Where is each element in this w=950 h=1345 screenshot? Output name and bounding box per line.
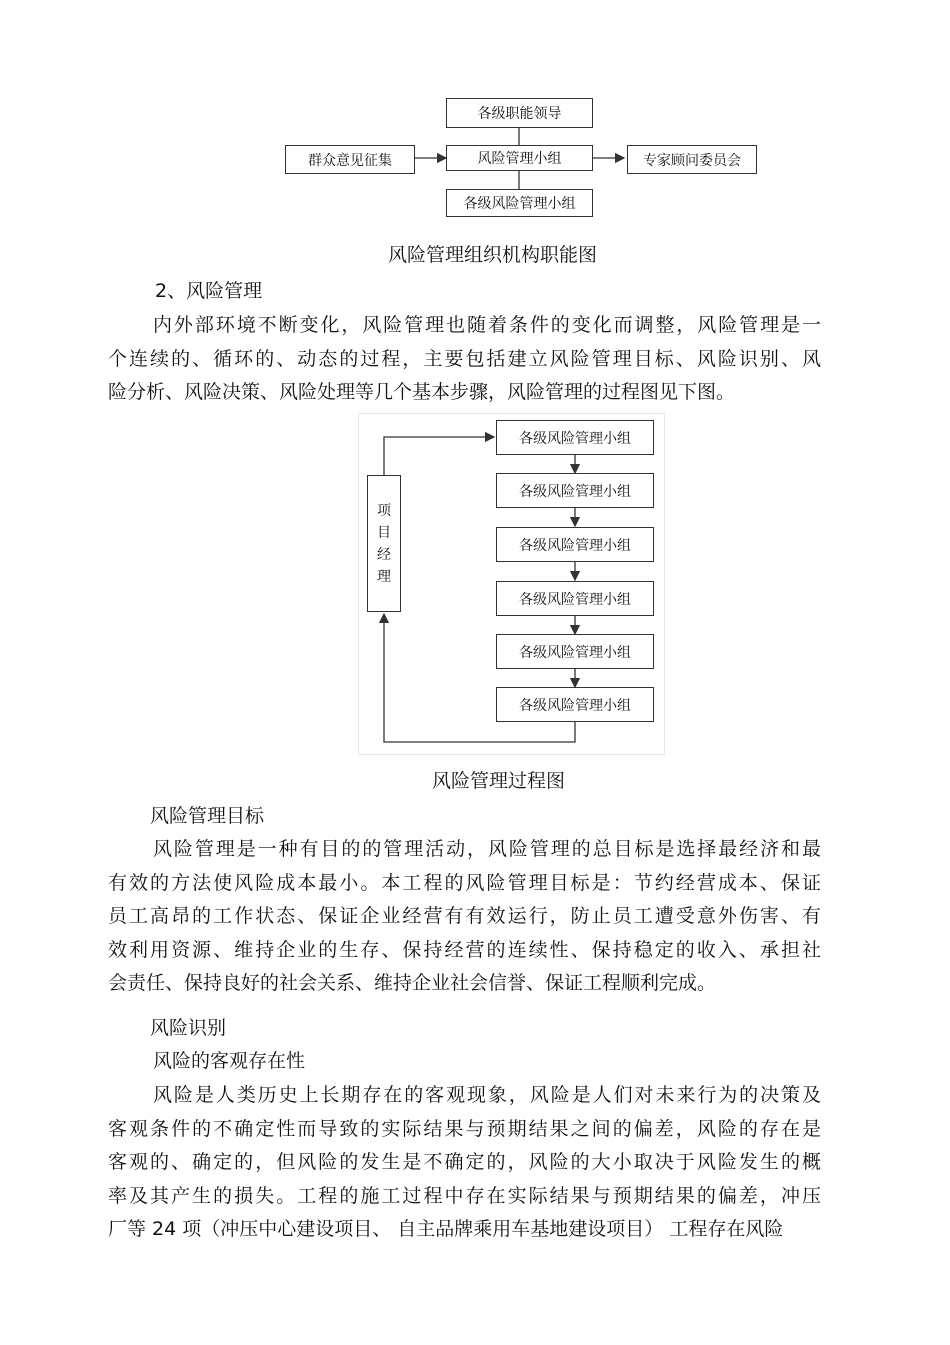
section-heading-goals: 风险管理目标: [150, 805, 265, 827]
section-heading-identification: 风险识别: [150, 1017, 227, 1039]
process-step-2: 各级风险管理小组: [496, 473, 654, 508]
manager-char: 目: [377, 524, 391, 541]
paragraph-risk-management: [108, 309, 821, 410]
org-box-risk-group: 风险管理小组: [446, 145, 593, 171]
org-chart-caption: 风险管理组织机构职能图: [388, 244, 598, 266]
subheading-objective-existence: 风险的客观存在性: [153, 1050, 306, 1072]
section-heading-risk-management: 2、风险管理: [155, 280, 263, 302]
org-box-public-opinion: 群众意见征集: [285, 145, 415, 174]
paragraph-line: 员工高昂的工作状态、保证企业经营有有效运行，防止员工遭受意外伤害、有: [108, 905, 821, 927]
paragraph-goals: [108, 833, 821, 1001]
paragraph-line: 险分析、风险决策、风险处理等几个基本步骤，风险管理的过程图见下图。: [108, 381, 736, 403]
manager-char: 经: [377, 546, 391, 563]
org-box-functional-leaders: 各级职能领导: [446, 98, 593, 128]
paragraph-line: 会责任、保持良好的社会关系、维持企业社会信誉、保证工程顺利完成。: [108, 972, 717, 994]
process-box-project-manager: [367, 475, 401, 612]
process-step-5: 各级风险管理小组: [496, 634, 654, 669]
manager-char: 项: [377, 502, 391, 519]
process-chart-caption: 风险管理过程图: [432, 770, 566, 792]
org-box-expert-committee: 专家顾问委员会: [627, 145, 757, 174]
process-step-6: 各级风险管理小组: [496, 687, 654, 722]
paragraph-line: 风险管理是一种有目的的管理活动，风险管理的总目标是选择最经济和最: [153, 838, 821, 860]
manager-char: 理: [377, 568, 391, 585]
paragraph-line: 厂等 24 项（冲压中心建设项目、 自主品牌乘用车基地建设项目） 工程存在风险: [108, 1218, 784, 1240]
process-step-4: 各级风险管理小组: [496, 581, 654, 616]
process-step-3: 各级风险管理小组: [496, 527, 654, 562]
paragraph-line: 个连续的、循环的、动态的过程，主要包括建立风险管理目标、风险识别、风: [108, 347, 821, 370]
paragraph-line: 内外部环境不断变化，风险管理也随着条件的变化而调整，风险管理是一: [153, 314, 821, 336]
paragraph-identification: [108, 1079, 821, 1247]
paragraph-line: 客观的、确定的，但风险的发生是不确定的，风险的大小取决于风险发生的概: [108, 1151, 821, 1173]
paragraph-line: 有效的方法使风险成本最小。本工程的风险管理目标是：节约经营成本、保证: [108, 871, 821, 894]
paragraph-line: 效利用资源、维持企业的生存、保持经营的连续性、保持稳定的收入、承担社: [108, 938, 821, 961]
org-box-level-risk-groups: 各级风险管理小组: [446, 189, 593, 217]
paragraph-line: 率及其产生的损失。工程的施工过程中存在实际结果与预期结果的偏差，冲压: [108, 1184, 821, 1207]
process-step-1: 各级风险管理小组: [496, 420, 654, 455]
paragraph-line: 风险是人类历史上长期存在的客观现象，风险是人们对未来行为的决策及: [153, 1084, 821, 1106]
paragraph-line: 客观条件的不确定性而导致的实际结果与预期结果之间的偏差，风险的存在是: [108, 1117, 821, 1140]
